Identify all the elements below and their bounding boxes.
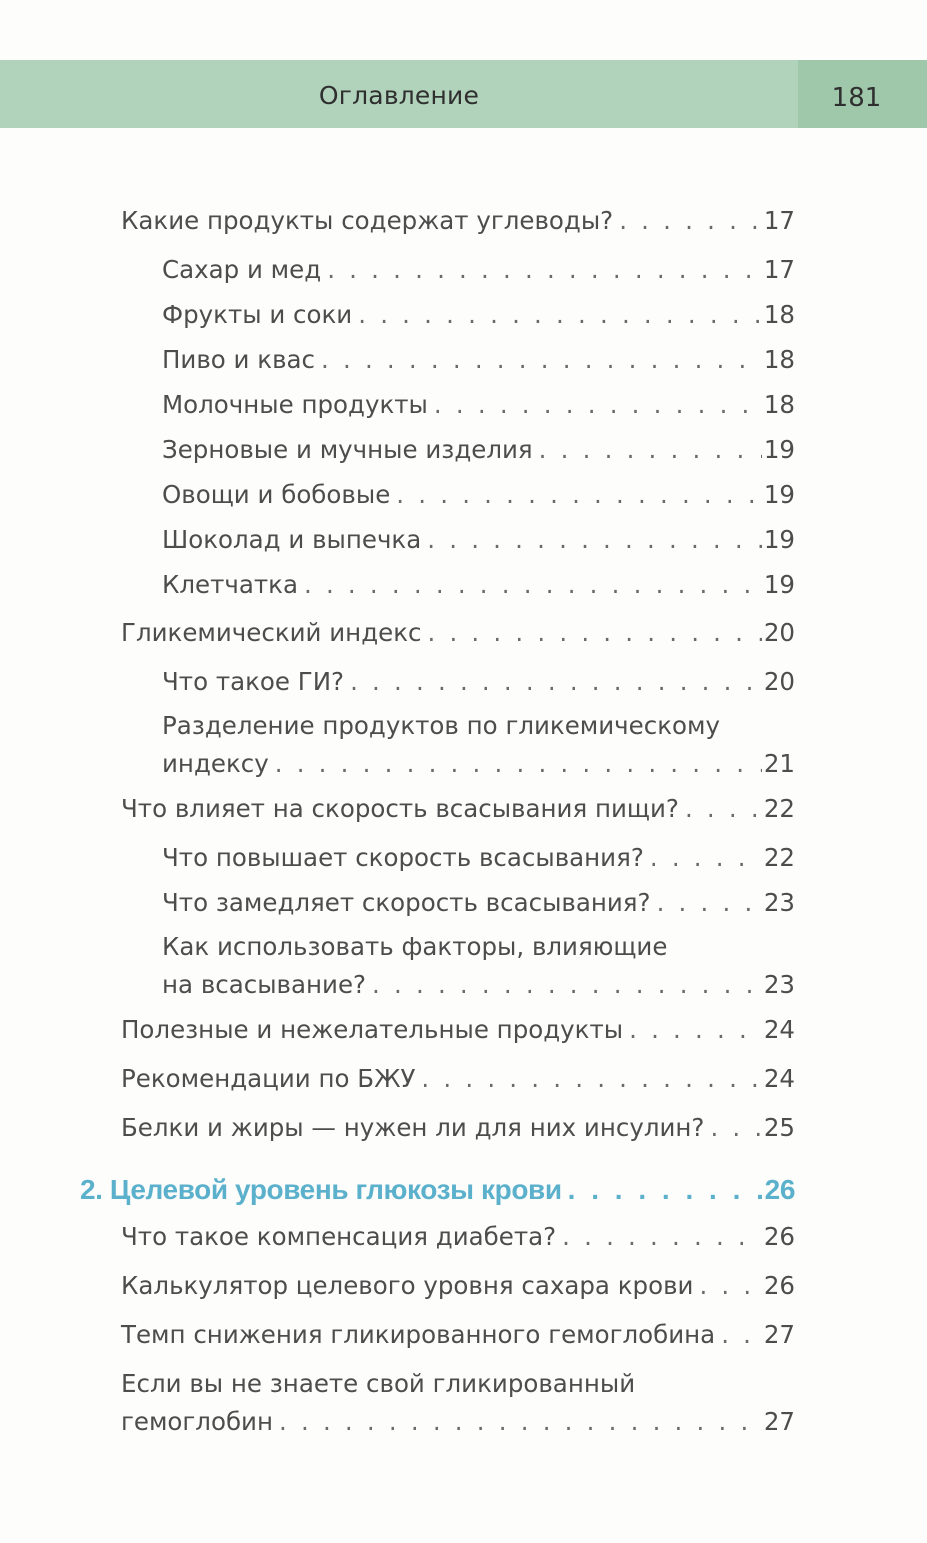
dot-leader xyxy=(321,345,762,375)
dot-leader xyxy=(685,794,762,824)
toc-entry xyxy=(121,618,795,648)
toc-entry xyxy=(121,1015,795,1045)
toc-entry-page: 19 xyxy=(763,480,795,509)
dot-leader xyxy=(568,1173,763,1207)
toc-entry-title: Что повышает скорость всасывания? xyxy=(162,843,644,872)
toc-subentry xyxy=(162,970,795,1000)
dot-leader xyxy=(350,667,762,697)
dot-leader xyxy=(562,1222,762,1252)
toc-subentry xyxy=(162,749,795,779)
toc-entry xyxy=(121,1222,795,1252)
dot-leader xyxy=(327,255,762,285)
toc-entry-title: Что замедляет скорость всасывания? xyxy=(162,888,651,917)
toc-entry xyxy=(121,794,795,824)
toc-entry-title: Темп снижения гликированного гемоглобина xyxy=(121,1320,716,1349)
toc-subentry xyxy=(162,435,795,465)
dot-leader xyxy=(421,1064,761,1094)
toc-subentry xyxy=(162,390,795,420)
toc-entry-title: Полезные и нежелательные продукты xyxy=(121,1015,624,1044)
toc-entry-title: Какие продукты содержат углеводы? xyxy=(121,206,614,235)
toc-entry-page: 27 xyxy=(763,1407,795,1436)
toc-entry-page: 27 xyxy=(763,1320,795,1349)
toc-entry-title: Белки и жиры — нужен ли для них инсулин? xyxy=(121,1113,705,1142)
dot-leader xyxy=(396,480,762,510)
dot-leader xyxy=(434,390,762,420)
toc-entry-page: 23 xyxy=(763,970,795,999)
dot-leader xyxy=(629,1015,762,1045)
dot-leader xyxy=(279,1407,762,1437)
toc-entry-page: 17 xyxy=(763,255,795,284)
dot-leader xyxy=(721,1320,762,1350)
dot-leader xyxy=(539,435,762,465)
toc-entry xyxy=(121,1271,795,1301)
header-title: Оглавление xyxy=(318,81,480,110)
toc-entry xyxy=(121,206,795,236)
page-number: 181 xyxy=(798,60,927,128)
toc-entry-page: 17 xyxy=(763,206,795,235)
dot-leader xyxy=(699,1271,761,1301)
toc-entry-page: 23 xyxy=(763,888,795,917)
dot-leader xyxy=(619,206,762,236)
toc-entry-title: Пиво и квас xyxy=(162,345,315,374)
toc-subentry xyxy=(162,667,795,697)
toc-chapter-heading xyxy=(80,1173,795,1207)
toc-subentry-title-line1: Как использовать факторы, влияющие xyxy=(162,932,668,961)
chapter-page: 26 xyxy=(764,1174,795,1205)
toc-entry-title: Молочные продукты xyxy=(162,390,428,419)
toc-entry-title-line1: Если вы не знаете свой гликированный xyxy=(121,1369,636,1398)
toc-subentry xyxy=(162,345,795,375)
toc-entry-title: Рекомендации по БЖУ xyxy=(121,1064,416,1093)
toc-entry-page: 19 xyxy=(763,435,795,464)
toc-entry-page: 24 xyxy=(763,1064,795,1093)
toc-entry-page: 22 xyxy=(763,843,795,872)
toc-entry-page: 20 xyxy=(763,667,795,696)
toc-subentry xyxy=(162,300,795,330)
toc-entry-title: Что такое ГИ? xyxy=(162,667,345,696)
toc-entry-title: Гликемический индекс xyxy=(121,618,422,647)
toc-entry-page: 18 xyxy=(763,345,795,374)
toc-entry-title: на всасывание? xyxy=(162,970,367,999)
toc-entry-title: Зерновые и мучные изделия xyxy=(162,435,533,464)
chapter-title: 2. Целевой уровень глюкозы крови xyxy=(80,1174,562,1205)
toc-entry xyxy=(121,1407,795,1437)
dot-leader xyxy=(427,525,762,555)
toc-entry-page: 21 xyxy=(763,749,795,778)
toc-subentry xyxy=(162,480,795,510)
toc-entry-title: Сахар и мед xyxy=(162,255,322,284)
dot-leader xyxy=(275,749,762,779)
dot-leader xyxy=(427,618,761,648)
toc-entry-page: 19 xyxy=(763,570,795,599)
toc-entry-title: Фрукты и соки xyxy=(162,300,353,329)
dot-leader xyxy=(650,843,762,873)
toc-entry-title: Овощи и бобовые xyxy=(162,480,391,509)
dot-leader xyxy=(372,970,762,1000)
toc-entry-title: индексу xyxy=(162,749,269,778)
toc-subentry xyxy=(162,843,795,873)
toc-entry-title: Клетчатка xyxy=(162,570,298,599)
dot-leader xyxy=(657,888,762,918)
toc-entry-page: 24 xyxy=(763,1015,795,1044)
toc-entry-page: 25 xyxy=(763,1113,795,1142)
toc-entry-title: Шоколад и выпечка xyxy=(162,525,422,554)
toc-subentry xyxy=(162,888,795,918)
toc-entry-title: гемоглобин xyxy=(121,1407,273,1436)
toc-entry-page: 20 xyxy=(763,618,795,647)
toc-entry xyxy=(121,1064,795,1094)
toc-subentry xyxy=(162,525,795,555)
dot-leader xyxy=(710,1113,761,1143)
toc-entry-page: 26 xyxy=(763,1271,795,1300)
toc-entry-page: 18 xyxy=(763,300,795,329)
toc-entry-title: Что такое компенсация диабета? xyxy=(121,1222,557,1251)
toc-entry-title: Калькулятор целевого уровня сахара крови xyxy=(121,1271,694,1300)
toc-entry-page: 19 xyxy=(763,525,795,554)
toc-entry xyxy=(121,1320,795,1350)
toc-entry-page: 22 xyxy=(763,794,795,823)
toc-subentry-title-line1: Разделение продуктов по гликемическому xyxy=(162,711,720,740)
dot-leader xyxy=(304,570,762,600)
toc-entry xyxy=(121,1113,795,1143)
toc-subentry xyxy=(162,255,795,285)
toc-subentry xyxy=(162,570,795,600)
toc-entry-page: 26 xyxy=(763,1222,795,1251)
dot-leader xyxy=(358,300,762,330)
toc-entry-page: 18 xyxy=(763,390,795,419)
toc-entry-title: Что влияет на скорость всасывания пищи? xyxy=(121,794,679,823)
